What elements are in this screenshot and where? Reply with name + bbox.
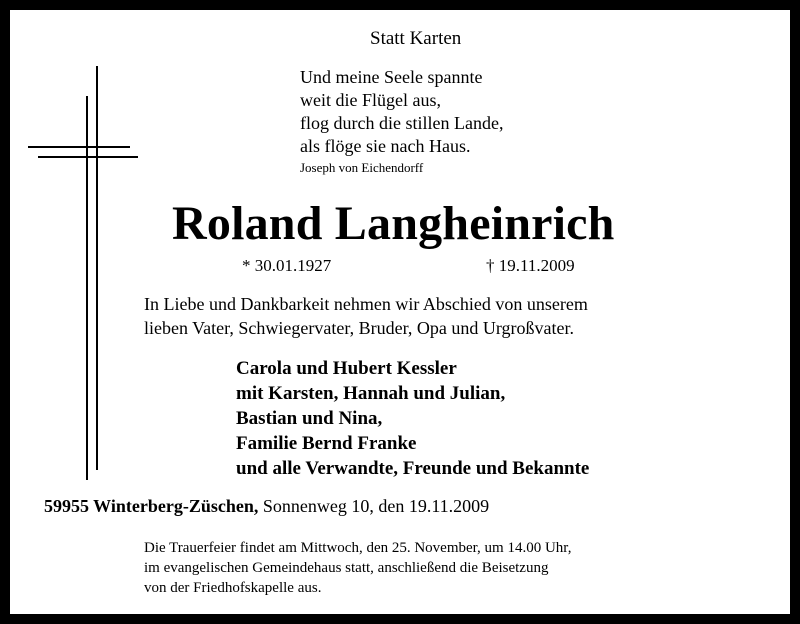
poem-line: weit die Flügel aus, [300, 90, 441, 110]
mourner-line: Carola und Hubert Kessler [236, 358, 457, 379]
address-city: 59955 Winterberg-Züschen, [44, 496, 259, 516]
cross-horizontal-bottom [38, 156, 138, 158]
poem-author: Joseph von Eichendorff [300, 160, 424, 175]
cross-vertical-left [86, 96, 88, 480]
poem-line: Und meine Seele spannte [300, 67, 483, 87]
funeral-line: im evangelischen Gemeindehaus statt, anschließend die Beisetzung [144, 560, 549, 576]
mourner-line: mit Karsten, Hannah und Julian, [236, 383, 506, 404]
cross-horizontal-top [28, 146, 130, 148]
birth-date: * 30.01.1927 [242, 256, 332, 275]
death-date: † 19.11.2009 [486, 256, 575, 275]
notice-header: Statt Karten [370, 28, 462, 49]
cross-vertical-right [96, 66, 98, 470]
deceased-name: Roland Langheinrich [172, 197, 615, 250]
poem-line: als flöge sie nach Haus. [300, 136, 471, 156]
address-street-date: Sonnenweg 10, den 19.11.2009 [258, 496, 490, 516]
funeral-info [144, 538, 571, 598]
poem-line: flog durch die stillen Lande, [300, 113, 504, 133]
message-line: In Liebe und Dankbarkeit nehmen wir Abschied von unserem [144, 294, 588, 314]
mourner-line: Familie Bernd Franke [236, 433, 417, 454]
poem [300, 66, 503, 158]
message-line: lieben Vater, Schwiegervater, Bruder, Opa und Urgroßvater. [144, 318, 575, 338]
mourners-list [236, 356, 589, 481]
funeral-line: Die Trauerfeier findet am Mittwoch, den 25. November, um 14.00 Uhr, [144, 540, 572, 556]
mourner-line: Bastian und Nina, [236, 408, 383, 429]
mourner-line: und alle Verwandte, Freunde und Bekannte [236, 458, 590, 479]
farewell-message [144, 292, 588, 340]
funeral-line: von der Friedhofskapelle aus. [144, 580, 322, 596]
address-line [44, 496, 489, 517]
